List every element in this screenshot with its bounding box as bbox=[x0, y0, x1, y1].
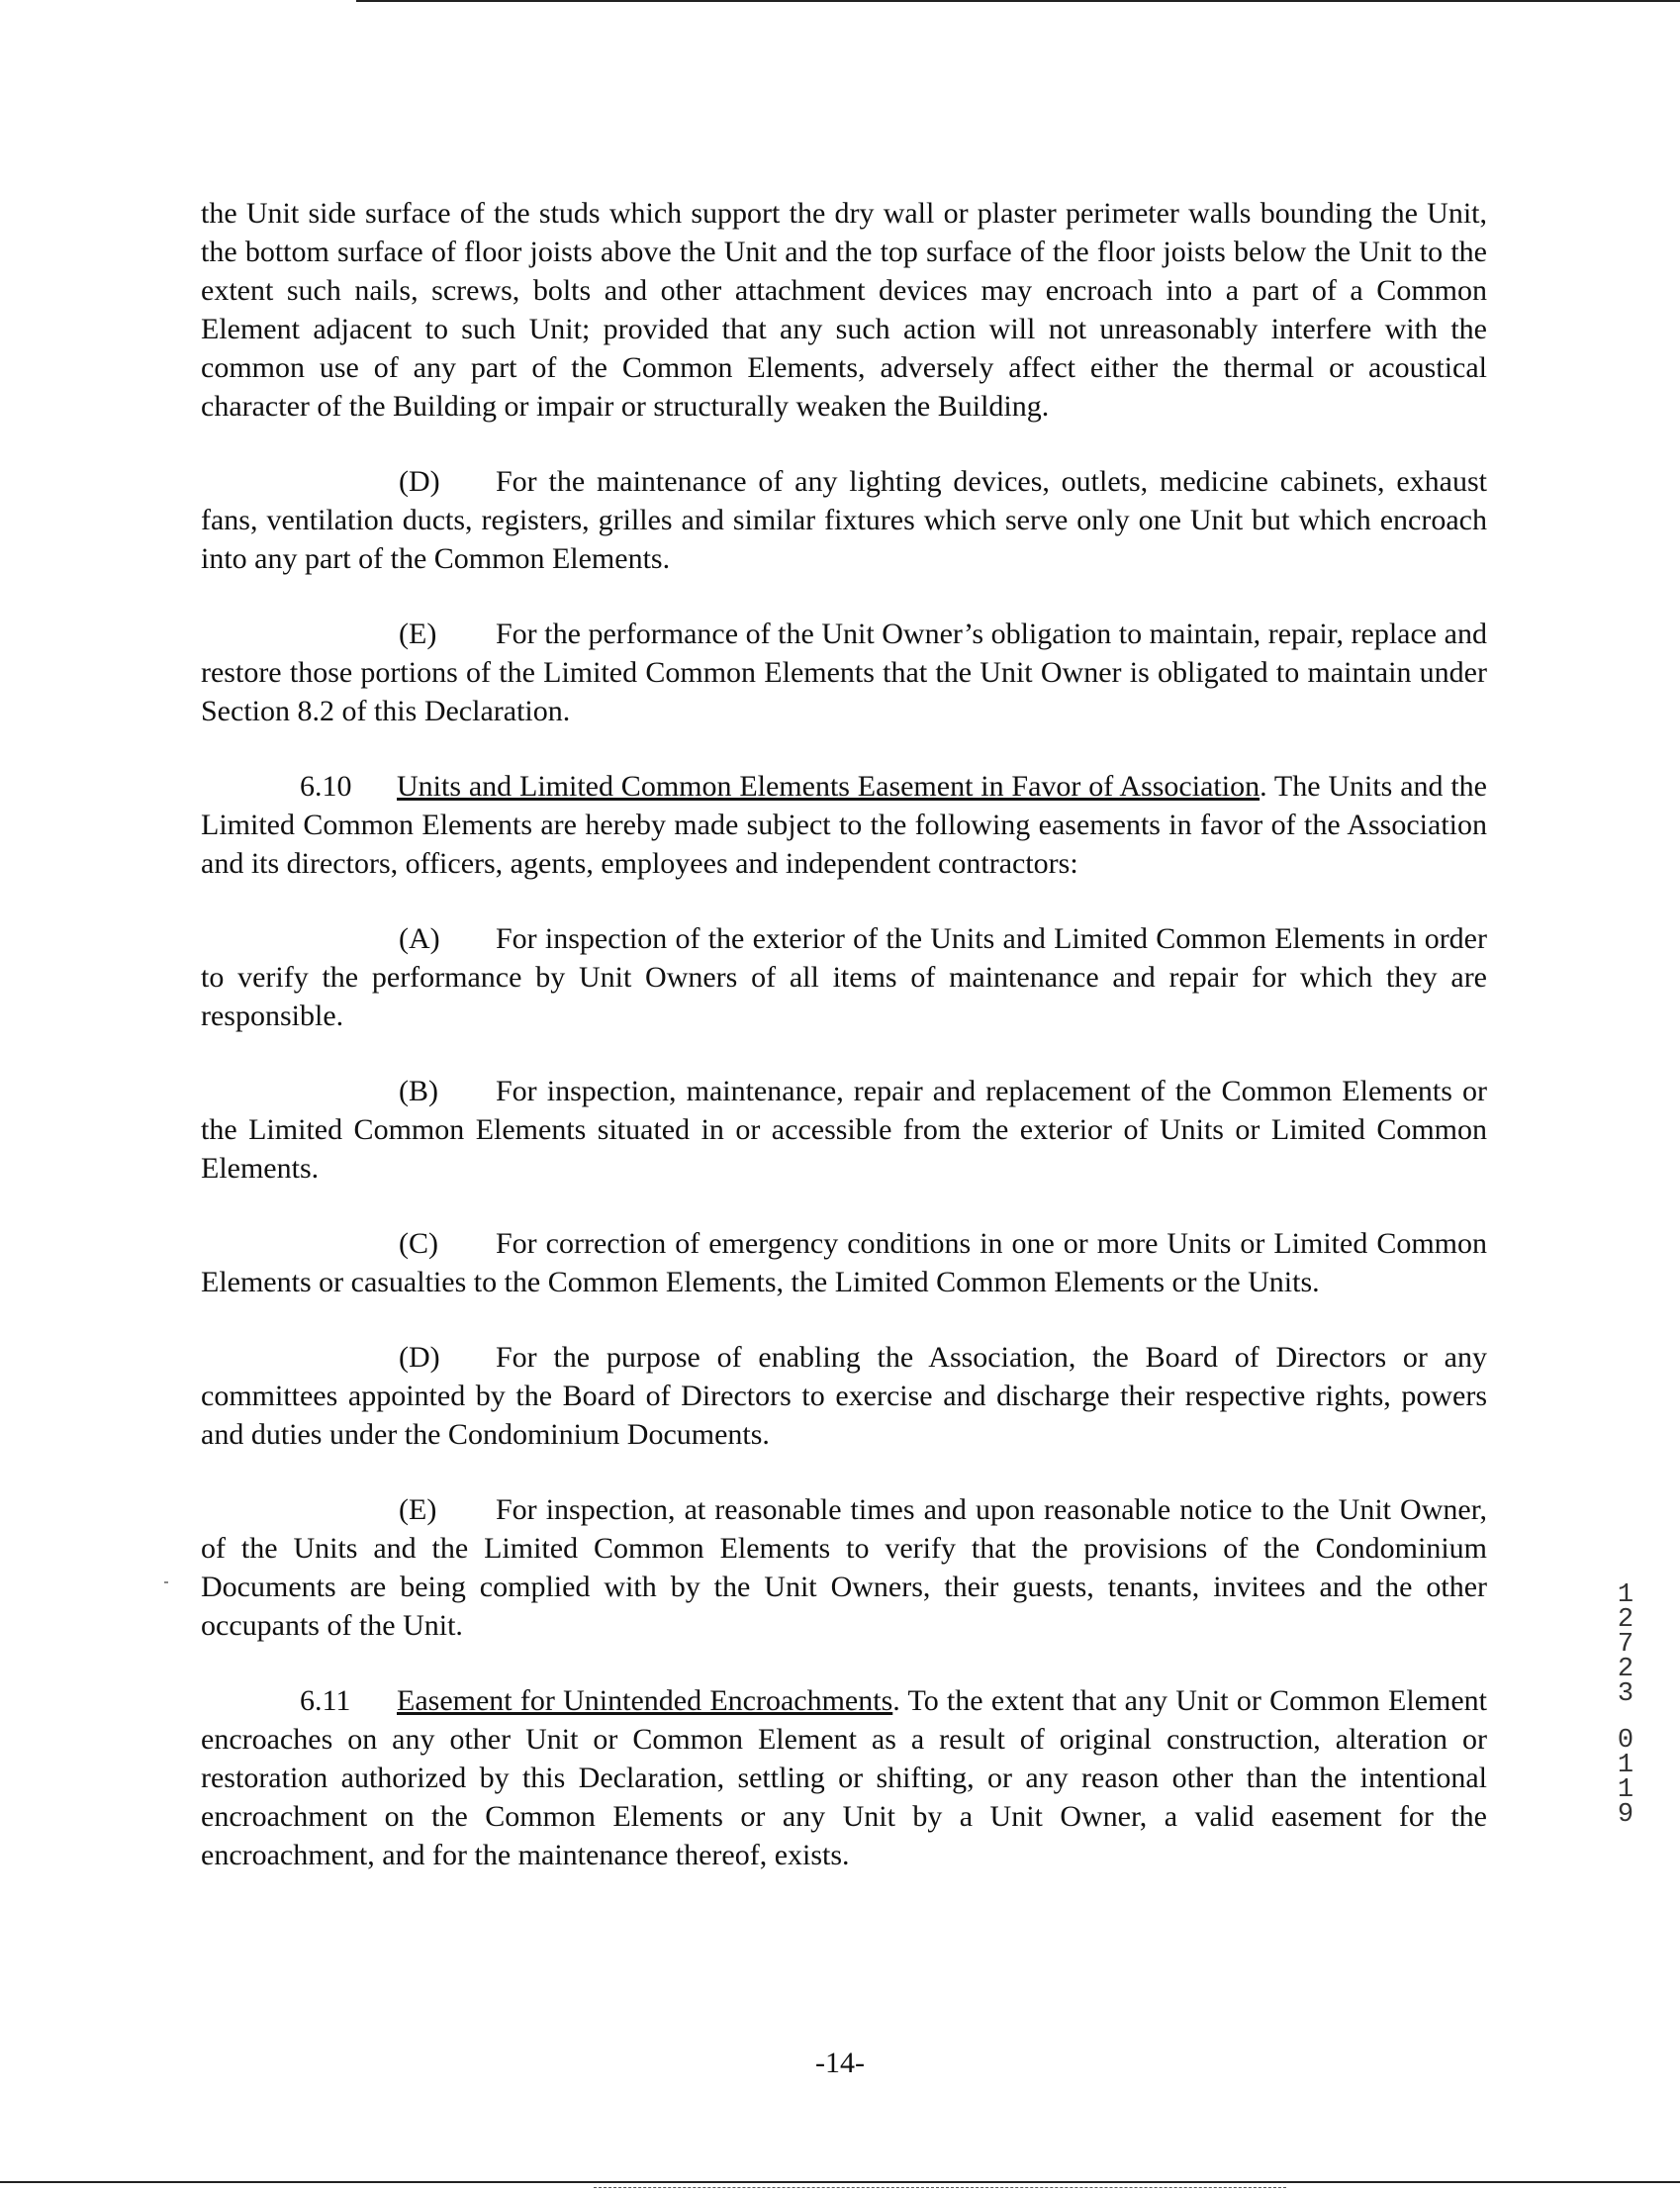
continuation-paragraph bbox=[201, 194, 1487, 426]
section-heading: Units and Limited Common Elements Easement in Favor of Association bbox=[397, 770, 1260, 803]
top-scan-rule bbox=[356, 0, 1680, 2]
stamp-digit: 9 bbox=[1617, 1800, 1634, 1830]
recording-number-stamp bbox=[1611, 1580, 1640, 1830]
paragraph-text: For correction of emergency conditions in one or more Units or Limited Common Elements or casualties to the Common Elements, the Limited Common Elements or the Units. bbox=[201, 1227, 1487, 1298]
stamp-digit: 2 bbox=[1617, 1655, 1634, 1684]
subparagraph-6-9-d bbox=[201, 462, 1487, 578]
subparagraph-label: (A) bbox=[399, 922, 440, 955]
subparagraph-label: (E) bbox=[399, 618, 437, 650]
subparagraph-label: (E) bbox=[399, 1493, 437, 1526]
subparagraph-label: (B) bbox=[399, 1075, 438, 1107]
paragraph-text: For inspection, at reasonable times and upon reasonable notice to the Unit Owner, of the Units and the Limited Common Elements to verify that the provisions of the Condominium Documents are being complied with by the Unit Owners, their guests, tenants, invitees and the other occupants of the Unit. bbox=[201, 1493, 1487, 1642]
subparagraph-6-10-a bbox=[201, 919, 1487, 1035]
section-6-11 bbox=[201, 1681, 1487, 1874]
subparagraph-6-10-d bbox=[201, 1338, 1487, 1454]
subparagraph-6-9-e bbox=[201, 615, 1487, 730]
paragraph-text: For inspection of the exterior of the Units and Limited Common Elements in order to verify the performance by Unit Owners of all items of maintenance and repair for which they are responsible. bbox=[201, 922, 1487, 1032]
stamp-digit: 3 bbox=[1617, 1679, 1634, 1709]
subparagraph-6-10-c bbox=[201, 1224, 1487, 1301]
section-number: 6.10 bbox=[300, 770, 352, 803]
bottom-scan-rule bbox=[0, 2181, 1680, 2183]
paragraph-text: the Unit side surface of the studs which support the dry wall or plaster perimeter walls bounding the Unit, the bottom surface of floor joists above the Unit and the top surface of the floor joists below the Unit to the extent such nails, screws, bolts and other attachment devices may encroach into a part of a Common Element adjacent to such Unit; provided that any such action will not unreasonably interfere with the common use of any part of the Common Elements, adversely affect either the thermal or acoustical character of the Building or impair or structurally weaken the Building. bbox=[201, 197, 1487, 423]
section-number: 6.11 bbox=[300, 1684, 351, 1717]
stamp-digit: 1 bbox=[1617, 1775, 1634, 1805]
paragraph-text: . To the extent that any Unit or Common Element encroaches on any other Unit or Common Element as a result of original construction, alteration or restoration authorized by this Declaration, settling or shifting, or any reason other than the intentional encroachment on the Common Elements or any Unit by a Unit Owner, a valid easement for the encroachment, and for the maintenance thereof, exists. bbox=[201, 1684, 1488, 1871]
subparagraph-label: (C) bbox=[399, 1227, 438, 1260]
paragraph-text: . The Units and the Limited Common Elements are hereby made subject to the following easements in favor of the Association and its directors, officers, agents, employees and independent contractors: bbox=[201, 770, 1487, 880]
section-6-10 bbox=[201, 767, 1487, 883]
document-body bbox=[201, 194, 1487, 1911]
stamp-digit: 1 bbox=[1617, 1580, 1634, 1610]
paragraph-text: For inspection, maintenance, repair and replacement of the Common Elements or the Limited Common Elements situated in or accessible from the exterior of Units or Limited Common Elements. bbox=[201, 1075, 1487, 1185]
paragraph-text: For the maintenance of any lighting devices, outlets, medicine cabinets, exhaust fans, ventilation ducts, registers, grilles and similar fixtures which serve only one Unit but which encroach into any part of the Common Elements. bbox=[201, 465, 1487, 575]
margin-tick-mark bbox=[164, 1581, 168, 1583]
section-heading: Easement for Unintended Encroachments bbox=[397, 1684, 893, 1717]
subparagraph-6-10-b bbox=[201, 1072, 1487, 1188]
bottom-scan-dash bbox=[594, 2187, 1286, 2189]
stamp-digit: 0 bbox=[1617, 1726, 1634, 1756]
subparagraph-label: (D) bbox=[399, 465, 440, 498]
subparagraph-6-10-e bbox=[201, 1490, 1487, 1645]
stamp-digit: 1 bbox=[1617, 1751, 1634, 1780]
paragraph-text: For the purpose of enabling the Association, the Board of Directors or any committees appointed by the Board of Directors to exercise and discharge their respective rights, powers and duties under the Condominium Documents. bbox=[201, 1341, 1487, 1451]
page-number: -14- bbox=[815, 2047, 865, 2079]
stamp-digit: 7 bbox=[1617, 1630, 1634, 1660]
subparagraph-label: (D) bbox=[399, 1341, 440, 1374]
paragraph-text: For the performance of the Unit Owner’s obligation to maintain, repair, replace and restore those portions of the Limited Common Elements that the Unit Owner is obligated to maintain under Section 8.2 of this Declaration. bbox=[201, 618, 1487, 727]
stamp-digit: 2 bbox=[1617, 1605, 1634, 1635]
